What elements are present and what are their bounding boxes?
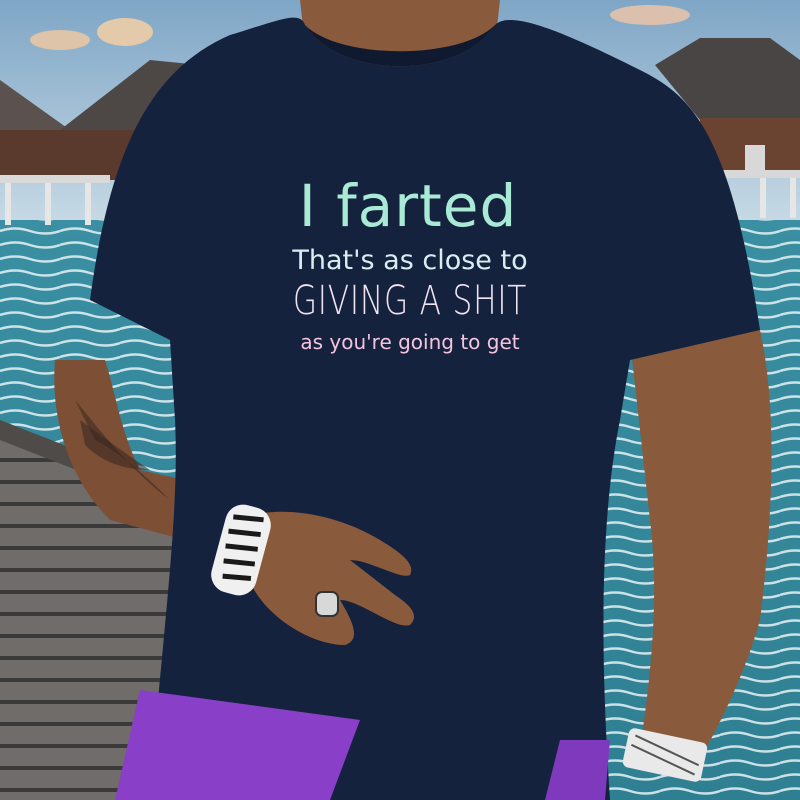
print-line-2: That's as close to <box>292 245 528 276</box>
ring <box>316 592 338 616</box>
shirt-print <box>240 172 580 357</box>
print-line-3: GIVING A SHIT <box>292 278 528 324</box>
print-line-4: as you're going to get <box>300 330 520 354</box>
print-line-1: I farted <box>298 172 518 240</box>
